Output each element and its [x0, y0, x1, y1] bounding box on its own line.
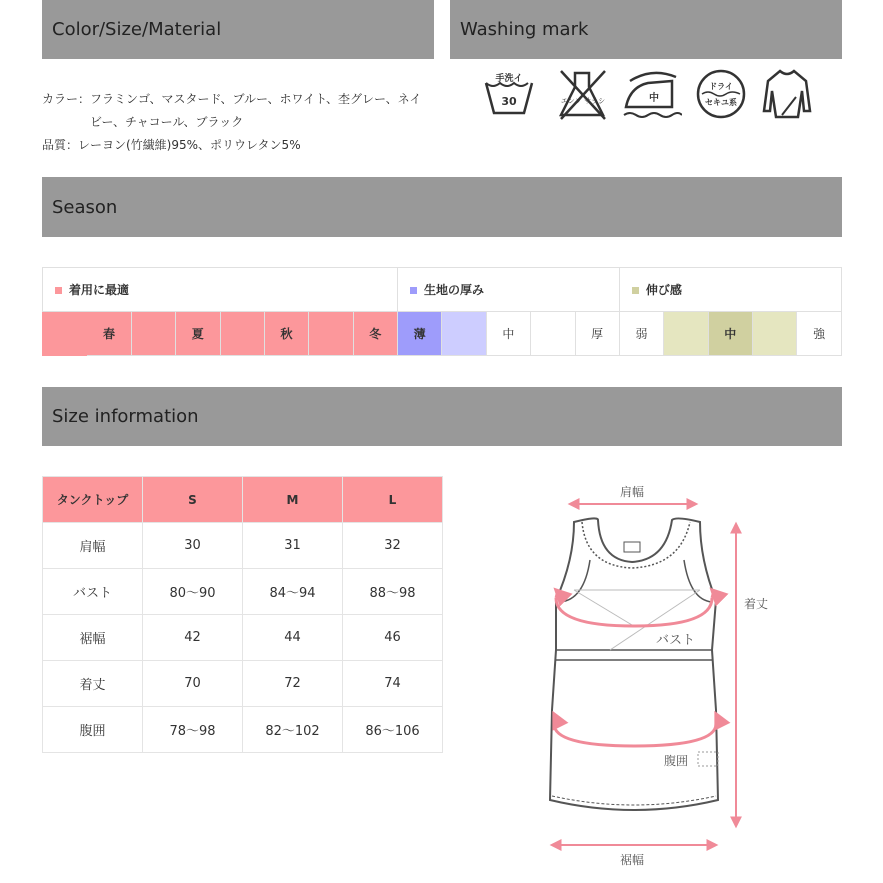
- size-table: [42, 476, 443, 753]
- table-cell: 46: [343, 615, 443, 661]
- table-cell: 70: [143, 661, 243, 707]
- dry-label: ドライ: [709, 82, 733, 91]
- thickness-blank-2: [531, 312, 575, 356]
- size-header-l: L: [343, 477, 443, 523]
- thickness-medium: 中: [486, 312, 530, 356]
- thickness-label: 生地の厚み: [424, 283, 485, 297]
- thickness-thick: 厚: [575, 312, 619, 356]
- season-autumn: 秋: [264, 312, 308, 356]
- thickness-blank-1: [442, 312, 486, 356]
- petroleum-label: セキユ系: [705, 98, 737, 107]
- hand-wash-label: 手洗イ: [495, 74, 523, 84]
- table-cell: 80～90: [143, 569, 243, 615]
- table-cell: バスト: [43, 569, 143, 615]
- table-row: [43, 569, 443, 615]
- table-cell: 裾幅: [43, 615, 143, 661]
- table-cell: 着丈: [43, 661, 143, 707]
- table-cell: 31: [243, 523, 343, 569]
- table-row: [43, 707, 443, 753]
- season-table: [42, 267, 842, 356]
- garment-outline: [550, 518, 718, 810]
- best-fit-label: 着用に最適: [69, 283, 130, 297]
- table-cell: 82～102: [243, 707, 343, 753]
- season-winter: 冬: [353, 312, 397, 356]
- size-header-item: タンクトップ: [43, 477, 143, 523]
- thickness-thin: 薄: [398, 312, 442, 356]
- color-line-1: カラー：フラミンゴ、マスタード、ブルー、ホワイト、杢グレー、ネイ: [42, 92, 422, 106]
- hand-wash-temp: 30: [501, 95, 517, 108]
- no-bleach-label: エンソ サラシ: [560, 97, 606, 105]
- stretch-medium: 中: [708, 312, 752, 356]
- table-row: [43, 615, 443, 661]
- season-header: Season: [42, 177, 842, 237]
- size-table-header-row: [43, 477, 443, 523]
- season-spring: 春: [87, 312, 131, 356]
- stretch-label: 伸び感: [645, 283, 682, 297]
- size-header-s: S: [143, 477, 243, 523]
- diagram-waist-label: 腹囲: [664, 754, 689, 768]
- table-cell: 84～94: [243, 569, 343, 615]
- season-summer: 夏: [176, 312, 220, 356]
- hang-dry-icon: [760, 67, 814, 121]
- table-cell: 72: [243, 661, 343, 707]
- table-cell: 88～98: [343, 569, 443, 615]
- stretch-header: [619, 268, 841, 312]
- color-size-material-header: Color/Size/Material: [42, 0, 434, 59]
- table-cell: 腹囲: [43, 707, 143, 753]
- stretch-blank-1: [664, 312, 708, 356]
- stretch-weak: 弱: [619, 312, 663, 356]
- color-line-2: ビー、チャコール、ブラック: [90, 115, 244, 129]
- color-list: [42, 88, 432, 157]
- table-row: [43, 523, 443, 569]
- material-line: 品質：レーヨン(竹繊維)95%、ポリウレタン5%: [42, 138, 301, 152]
- table-cell: 30: [143, 523, 243, 569]
- stretch-strong: 強: [797, 312, 842, 356]
- table-cell: 肩幅: [43, 523, 143, 569]
- washing-mark-header: Washing mark: [450, 0, 842, 59]
- table-cell: 86～106: [343, 707, 443, 753]
- stretch-blank-2: [753, 312, 797, 356]
- diagram-length-label: 着丈: [744, 597, 769, 611]
- dry-clean-petroleum-icon: [694, 67, 748, 121]
- table-cell: 78～98: [143, 707, 243, 753]
- table-cell: 44: [243, 615, 343, 661]
- table-cell: 32: [343, 523, 443, 569]
- table-row: [43, 661, 443, 707]
- size-information-header: Size information: [42, 387, 842, 446]
- table-cell: 74: [343, 661, 443, 707]
- no-bleach-icon: [555, 67, 609, 121]
- hand-wash-30-icon: [482, 67, 536, 121]
- diagram-bust-label: バスト: [656, 633, 696, 648]
- tank-top-diagram: [520, 478, 790, 878]
- iron-label: 中: [649, 93, 659, 104]
- best-fit-header: [43, 268, 398, 312]
- diagram-hem-label: 裾幅: [619, 853, 645, 867]
- thickness-header: [398, 268, 620, 312]
- diagram-shoulder-label: 肩幅: [619, 485, 645, 499]
- size-header-m: M: [243, 477, 343, 523]
- table-cell: 42: [143, 615, 243, 661]
- iron-medium-icon: [622, 67, 682, 121]
